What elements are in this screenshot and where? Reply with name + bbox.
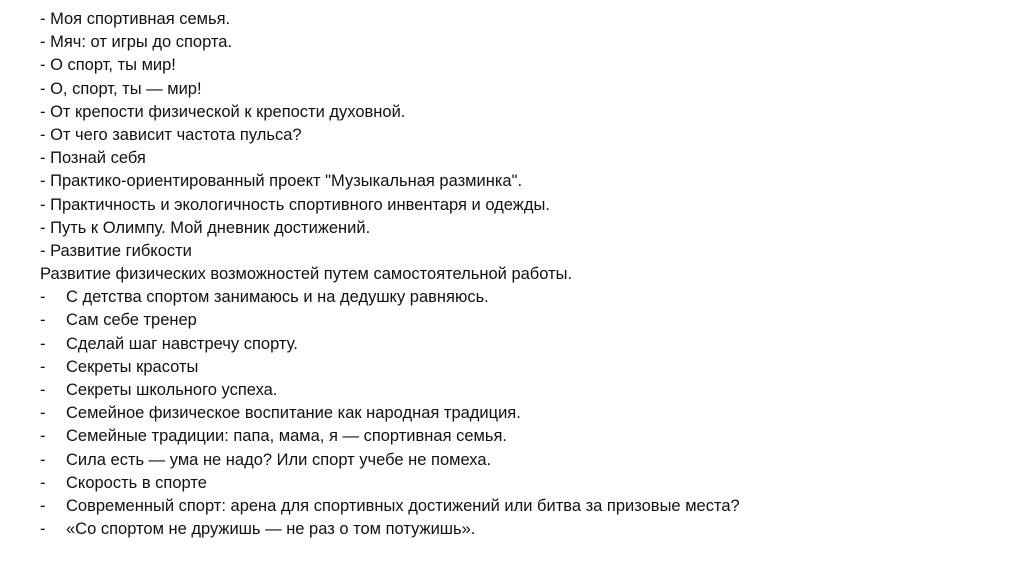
bullet-dash: - [40, 496, 46, 515]
bullet-text: С детства спортом занимаюсь и на дедушку равняюсь. [66, 288, 489, 307]
bullet-text: Сделай шаг навстречу спорту. [66, 334, 298, 353]
bullet-item [40, 449, 1000, 472]
bullet-text: Скорость в спорте [66, 473, 207, 492]
bullet-item [40, 286, 1000, 309]
topic-line: - Практико-ориентированный проект "Музыкальная разминка". [40, 172, 523, 191]
bullet-dash: - [40, 450, 46, 469]
bullet-item [40, 379, 1000, 402]
bullet-item [40, 518, 1000, 541]
bullet-dash: - [40, 520, 46, 539]
topic-line: - Развитие гибкости [40, 241, 192, 260]
bullet-text: Семейные традиции: папа, мама, я — спортивная семья. [66, 427, 507, 446]
bullet-dash: - [40, 404, 46, 423]
bullet-dash: - [40, 473, 46, 492]
topic-line: Развитие физических возможностей путем самостоятельной работы. [40, 265, 573, 284]
bullet-dash: - [40, 334, 46, 353]
bullet-item [40, 495, 1000, 518]
bullet-item [40, 356, 1000, 379]
bullet-text: Секреты школьного успеха. [66, 381, 278, 399]
bullet-item [40, 333, 1000, 356]
bullet-text: «Со спортом не дружишь — не раз о том потужишь». [66, 520, 476, 539]
bullet-text: Сила есть — ума не надо? Или спорт учебе не помеха. [66, 450, 492, 469]
topic-line: - О, спорт, ты — мир! [40, 79, 202, 98]
bullet-item [40, 425, 1000, 448]
topic-line: - Путь к Олимпу. Мой дневник достижений. [40, 218, 371, 237]
bullet-dash: - [40, 288, 46, 307]
bullet-text: Секреты красоты [66, 357, 199, 376]
topic-line: - Мяч: от игры до спорта. [40, 33, 233, 52]
bullet-dash: - [40, 311, 46, 330]
bullet-dash: - [40, 427, 46, 446]
bullet-item [40, 309, 1000, 332]
topic-line: - Познай себя [40, 149, 146, 168]
topic-line: - От чего зависит частота пульса? [40, 125, 302, 144]
topic-line: - От крепости физической к крепости духовной. [40, 102, 406, 121]
topic-line: - Моя спортивная семья. [40, 10, 231, 28]
bullet-text: Современный спорт: арена для спортивных достижений или битва за призовые места? [66, 496, 740, 515]
bullet-text: Семейное физическое воспитание как народная традиция. [66, 404, 521, 423]
bullet-text: Сам себе тренер [66, 311, 197, 330]
bullet-item [40, 402, 1000, 425]
topic-line: - О спорт, ты мир! [40, 56, 176, 75]
topic-line: - Практичность и экологичность спортивного инвентаря и одежды. [40, 195, 550, 214]
topic-list [40, 8, 1000, 541]
bullet-dash: - [40, 381, 46, 399]
bullet-dash: - [40, 357, 46, 376]
bullet-item [40, 472, 1000, 495]
